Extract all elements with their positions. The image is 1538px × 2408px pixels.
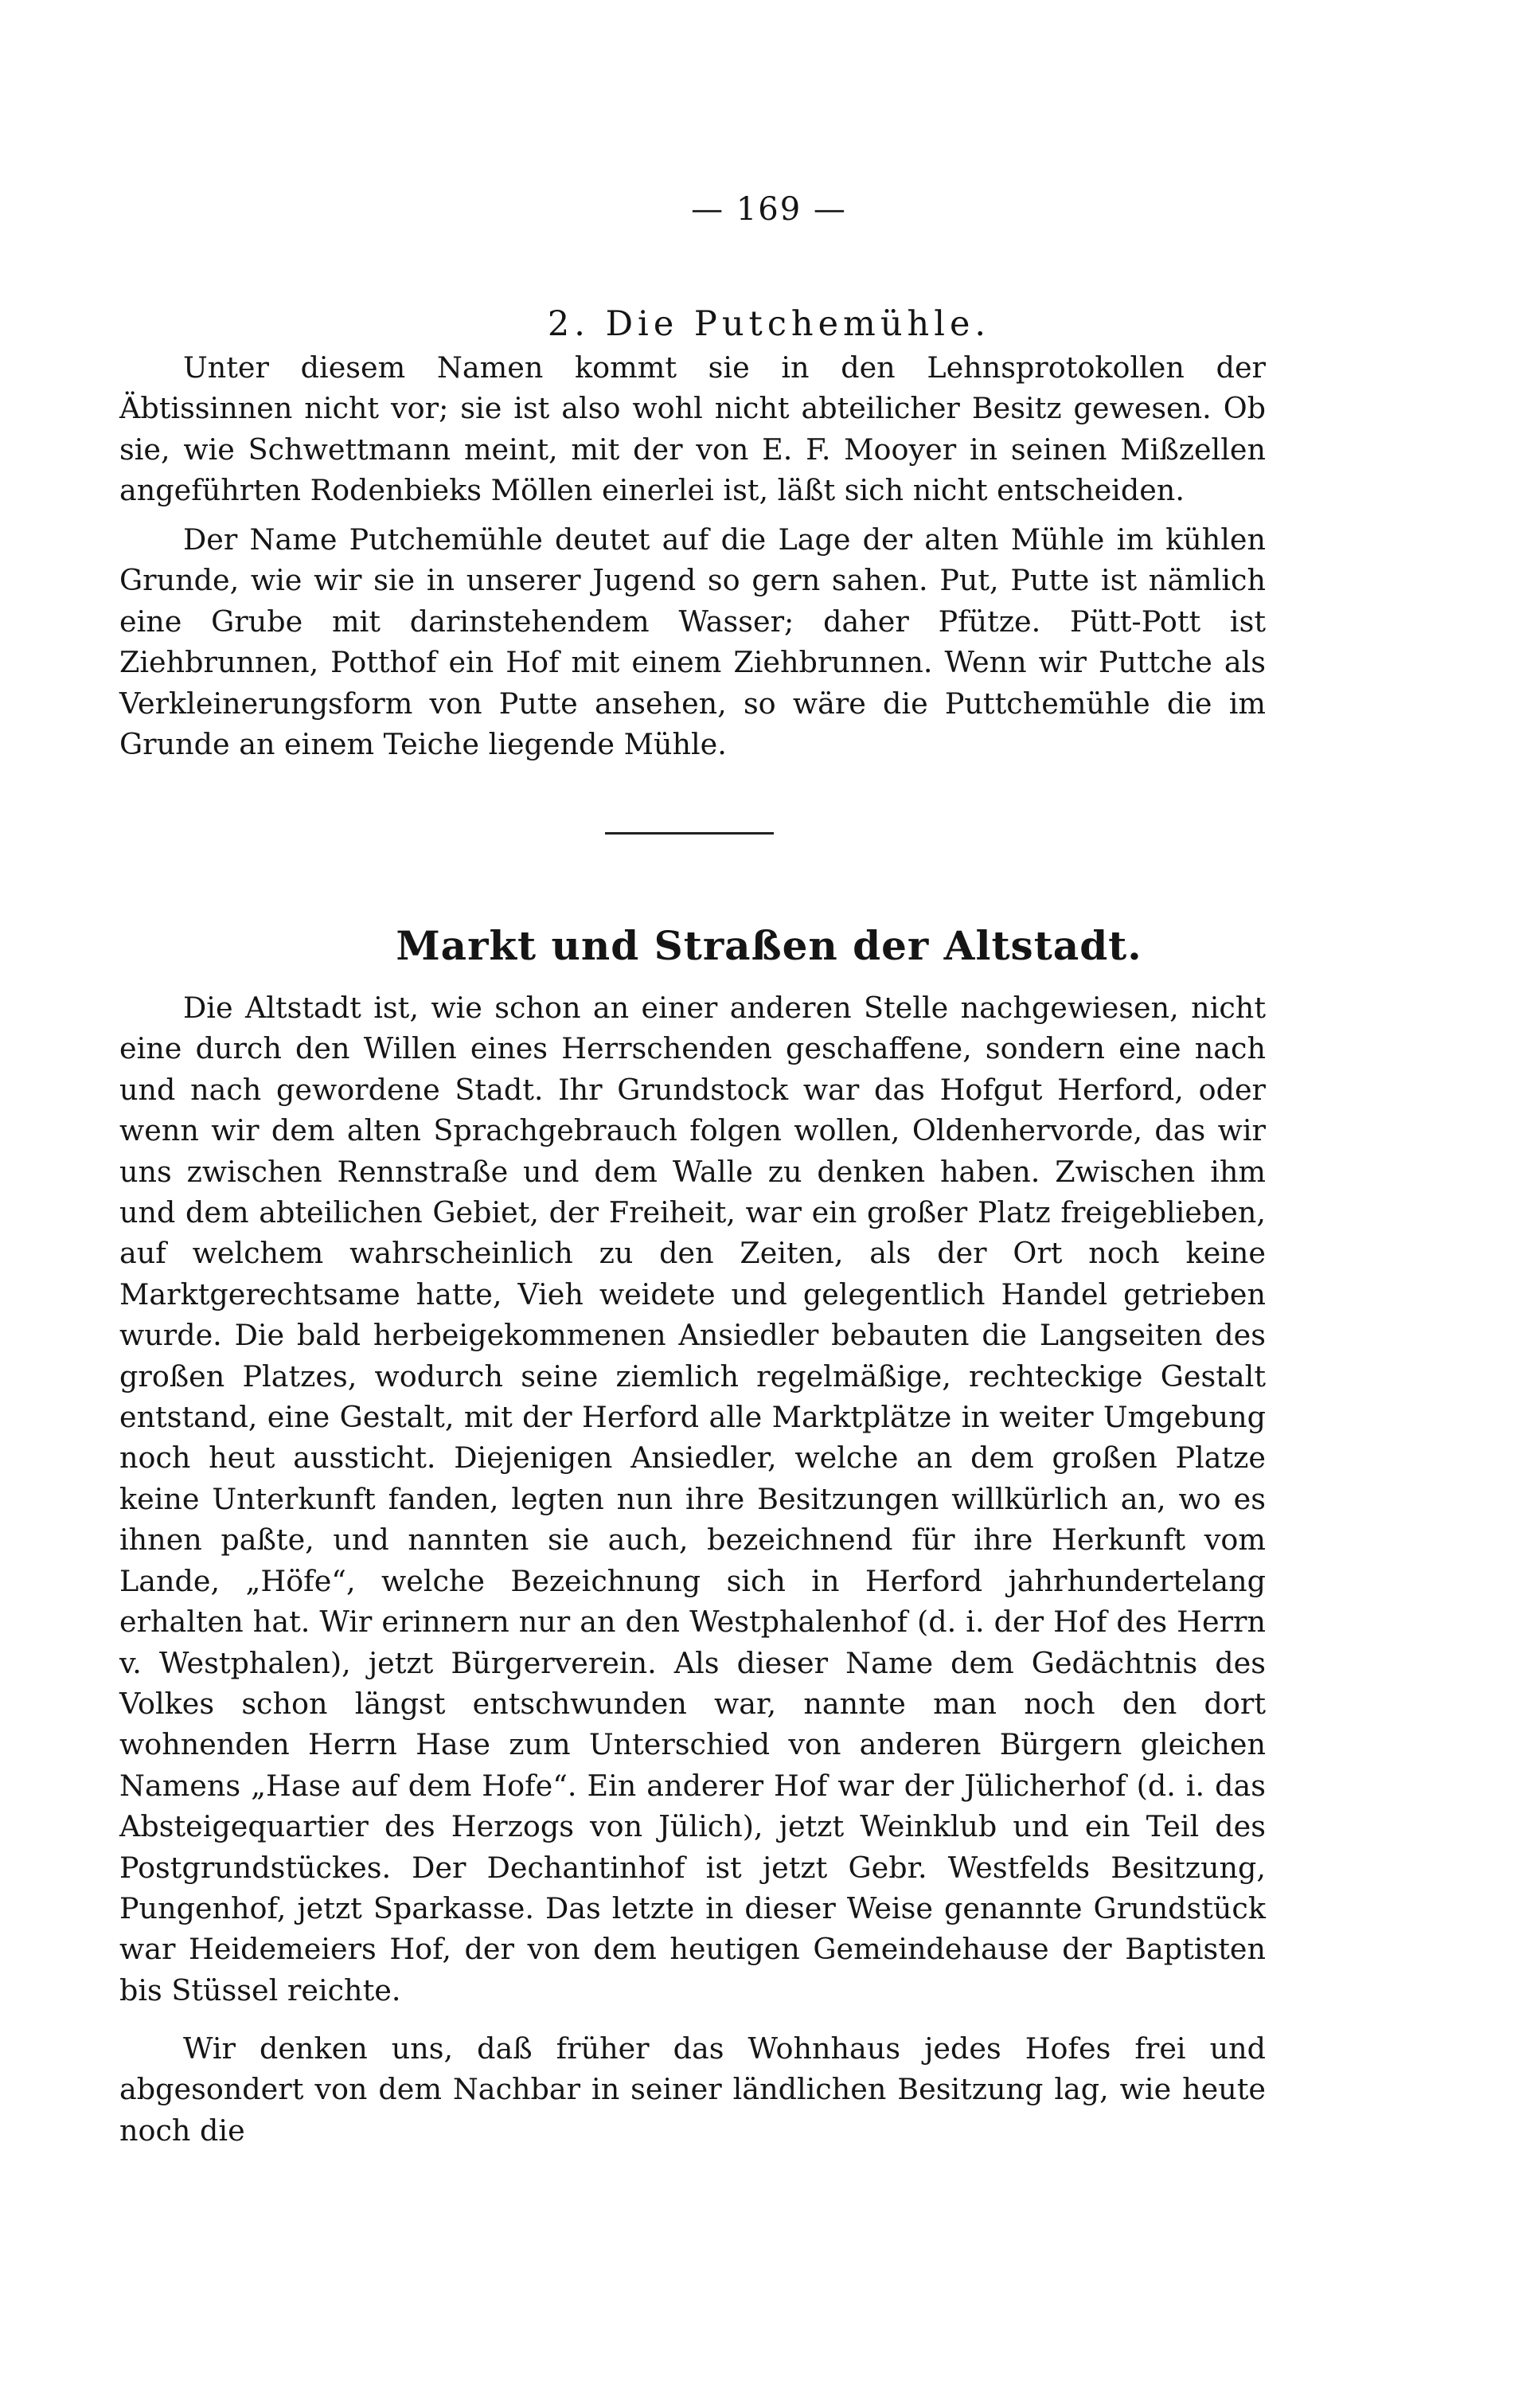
section-title-markt: Markt und Straßen der Altstadt. — [396, 922, 1142, 969]
section-divider — [605, 832, 774, 835]
section-title-putchemuehle: 2. Die Putchemühle. — [547, 304, 991, 344]
paragraph: Wir denken uns, daß früher das Wohnhaus jedes Hofes frei und abgesondert von dem Nachbar in seiner ländlichen Besitzung lag, wie heute noch die — [119, 2031, 1266, 2148]
page-number: — 169 — — [691, 191, 847, 228]
paragraph: Unter diesem Namen kommt sie in den Lehnsprotokollen der Äbtissinnen nicht vor; sie ist also wohl nicht abteilicher Besitz gewesen. Ob sie, wie Schwettmann meint, mit der von E. F. Mooyer in seinen Mißzellen angeführten Rodenbieks Möllen einerlei ist, läßt sich nicht entscheiden. — [119, 350, 1266, 508]
paragraph: Die Altstadt ist, wie schon an einer anderen Stelle nachgewiesen, nicht eine durch den Willen eines Herrschenden geschaffene, sondern eine nach und nach gewordene Stadt. Ihr Grundstock war das Hofgut Herford, oder wenn wir dem alten Sprachgebrauch folgen wollen, Oldenhervorde, das wir uns zwischen Rennstraße und dem Walle zu denken haben. Zwischen ihm und dem abteilichen Gebiet, der Freiheit, war ein großer Platz freigeblieben, auf welchem wahrscheinlich zu den Zeiten, als der Ort noch keine Marktgerechtsame hatte, Vieh weidete und gelegentlich Handel getrieben wurde. Die bald herbeigekommenen Ansiedler bebauten die Langseiten des großen Platzes, wodurch seine ziemlich regelmäßige, rechteckige Gestalt entstand, eine Gestalt, mit der Herford alle Marktplätze in weiter Umgebung noch heut aussticht. Diejenigen Ansiedler, welche an dem großen Platze keine Unterkunft fanden, legten nun ihre Besitzungen willkürlich an, wo es ihnen paßte, und nannten sie auch, bezeichnend für ihre Herkunft vom Lande, „Höfe“, welche Bezeichnung sich in Herford jahrhundertelang erhalten hat. Wir erinnern nur an den Westphalenhof (d. i. der Hof des Herrn v. Westphalen), jetzt Bürgerverein. Als dieser Name dem Gedächtnis des Volkes schon längst entschwunden war, nannte man noch den dort wohnenden Herrn Hase zum Unterschied von anderen Bürgern gleichen Namens „Hase auf dem Hofe“. Ein anderer Hof war der Jülicherhof (d. i. das Absteigequartier des Herzogs von Jülich), jetzt Weinklub und ein Teil des Postgrundstückes. Der Dechantinhof ist jetzt Gebr. Westfelds Besitzung, Pungenhof, jetzt Sparkasse. Das letzte in dieser Weise genannte Grundstück war Heidemeiers Hof, der von dem heutigen Gemeindehause der Baptisten bis Stüssel reichte. — [119, 991, 1266, 2007]
paragraph: Der Name Putchemühle deutet auf die Lage der alten Mühle im kühlen Grunde, wie wir sie in unserer Jugend so gern sahen. Put, Putte ist nämlich eine Grube mit darinstehendem Wasser; daher Pfütze. Pütt-Pott ist Ziehbrunnen, Potthof ein Hof mit einem Ziehbrunnen. Wenn wir Puttche als Verkleinerungsform von Putte ansehen, so wäre die Puttchemühle die im Grunde an einem Teiche liegende Mühle. — [119, 522, 1266, 762]
